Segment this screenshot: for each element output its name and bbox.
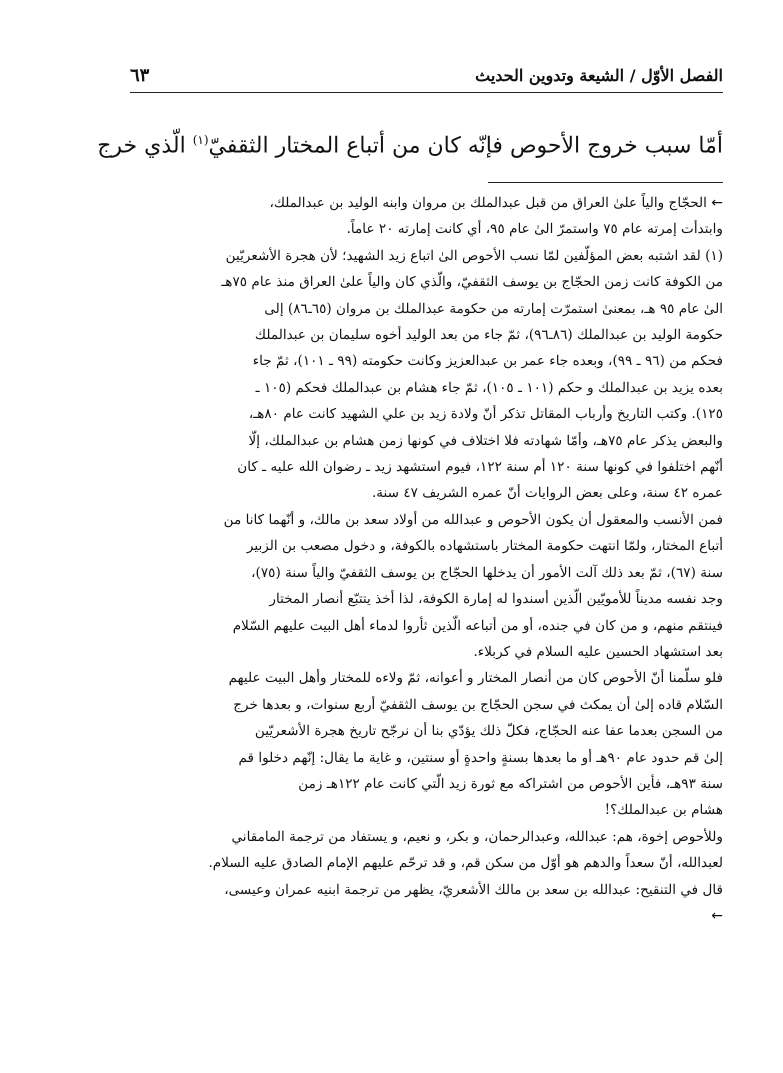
footnote-line: إلىٰ قم حدود عام ٩٠هـ أو ما بعدها بسنةٍ واحدةٍ أو سنتين، و غاية ما يقال: إنّهم دخلوا قم [238,749,723,766]
continuation-arrow-icon: ← [711,195,723,211]
footnote-line: هشام بن عبدالملك؟! [604,802,723,819]
footnote-line: وابتدأت إمرته عام ٧٥ واستمرّ الىٰ عام ٩٥، أي كانت إمارته ٢٠ عاماً. [346,221,723,238]
footnote-line: بعده يزيد بن عبدالملك و حكم (١٠١ ـ ١٠٥)، ثمّ جاء هشام بن عبدالملك فحكم (١٠٥ ـ [255,379,723,396]
footnote-line: وجد نفسه مديناً للأمويّين الّذين أسندوا له إمارة الكوفة، لذا أخذ يتتبّع أنصار المختار [269,591,723,608]
footnotes [130,190,723,929]
footnote-line: فحكم من (٩٦ ـ ٩٩)، وبعده جاء عمر بن عبدالعزيز وكانت حكومته (٩٩ ـ ١٠١)، ثمّ جاء [252,353,723,370]
footnote-line: من الكوفة كانت زمن الحجّاج بن يوسف الثقفيّ، والّذي كان والياً علىٰ العراق منذ عام ٧٥هـ [221,274,723,291]
footnote-line: ← الحجّاج والياً علىٰ العراق من قبل عبدالملك بن مروان وابنه الوليد بن عبدالملك، [269,195,723,211]
running-header [130,58,723,93]
footnote-line: ١٢٥). وكتب التاريخ وأرباب المقاتل تذكر أنّ ولادة زيد بن علي الشهيد كانت عام ٨٠هـ، [248,406,723,423]
page-number: ٦٣ [130,64,150,86]
footnote-line: بعد استشهاد الحسين عليه السلام في كربلاء. [473,643,723,660]
footnote-line: الىٰ عام ٩٥ هـ، بمعنىٰ استمرّت إمارته من حكومة عبدالملك بن مروان (٦٥ـ٨٦) إلى [264,300,723,317]
footnote-line: أتباع المختار، ولمّا انتهت حكومة المختار باستشهاده بالكوفة، و دخول مصعب بن الزبير [246,538,723,555]
footnote-line: السّلام قاده إلىٰ أن يمكث في سجن الحجّاج بن يوسف الثقفيّ أربع سنوات، و بعدها خرج [233,696,723,713]
footnote-line: (١) لقد اشتبه بعض المؤلّفين لمّا نسب الأحوص الىٰ اتباع زيد الشهيد؛ لأن هجرة الأشعريّين [225,247,723,264]
footnote-line: فلو سلّمنا أنّ الأحوص كان من أنصار المختار و أعوانه، ثمّ ولاءه للمختار وأهل البيت عليهم [228,670,723,687]
footnote-line: عمره ٤٢ سنة، وعلى بعض الروايات أنّ عمره الشريف ٤٧ سنة. [371,485,723,502]
footnote-line: والبعض يذكر عام ٧٥هـ، وأمّا شهادته فلا اختلاف في كونها زمن هشام بن عبدالملك، إلّا [248,432,723,449]
footnote-line: لعبدالله، أنّ سعداً والدهم هو أوّل من سكن قم، و قد ترحّم عليهم الإمام الصادق عليه السلام. [208,855,723,872]
footnote-line: أنّهم اختلفوا في كونها سنة ١٢٠ أم سنة ١٢٢، فيوم استشهد زيد ـ رضوان الله عليه ـ كان [237,459,723,476]
next-page-arrow-icon: ← [711,907,723,924]
footnote-line: سنة (٦٧)، ثمّ بعد ذلك آلت الأمور أن يدخلها الحجّاج بن يوسف الثقفيّ والياً سنة (٧٥)، [251,564,723,581]
footnote-line: فينتقم منهم، و من كان في جنده، أو من أتباعه الّذين ثأروا لدماء أهل البيت عليهم السّلام [232,617,723,634]
footnote-separator [488,182,723,183]
footnote-line: وللأحوص إخوة، هم: عبدالله، وعبدالرحمان، و بكر، و نعيم، و يستفاد من ترجمة المامقاني [231,828,723,845]
main-text [97,120,723,166]
main-text-body: أمّا سبب خروج الأحوص فإنّه كان من أتباع المختار الثقفيّ [208,133,723,159]
footnote-line: فمن الأنسب والمعقول أن يكون الأحوص و عبدالله من أولاد سعد بن مالك، و أنّهما كانا من [223,511,723,528]
footnote-line: سنة ٩٣هـ، فأين الأحوص من اشتراكه مع ثورة زيد الّتي كانت عام ١٢٢هـ زمن [298,775,723,792]
main-text-tail: الّذي خرج [97,133,193,159]
footnote-line: قال في التنقيح: عبدالله بن سعد بن مالك الأشعريّ، يظهر من ترجمة ابنيه عمران وعيسى، [224,881,723,898]
footnote-line: حكومة الوليد بن عبدالملك (٨٦ـ٩٦)، ثمّ جاء من بعد الوليد أخوه سليمان بن عبدالملك [254,327,723,344]
chapter-title: الفصل الأوّل / الشيعة وتدوين الحديث [475,65,723,85]
footnote-line: من السجن بعدما عفا عنه الحجّاج، فكلّ ذلك يؤدّي بنا أن نرجّح تاريخ هجرة الأشعريّين [254,723,723,740]
footnote-reference: (١) [192,133,209,147]
